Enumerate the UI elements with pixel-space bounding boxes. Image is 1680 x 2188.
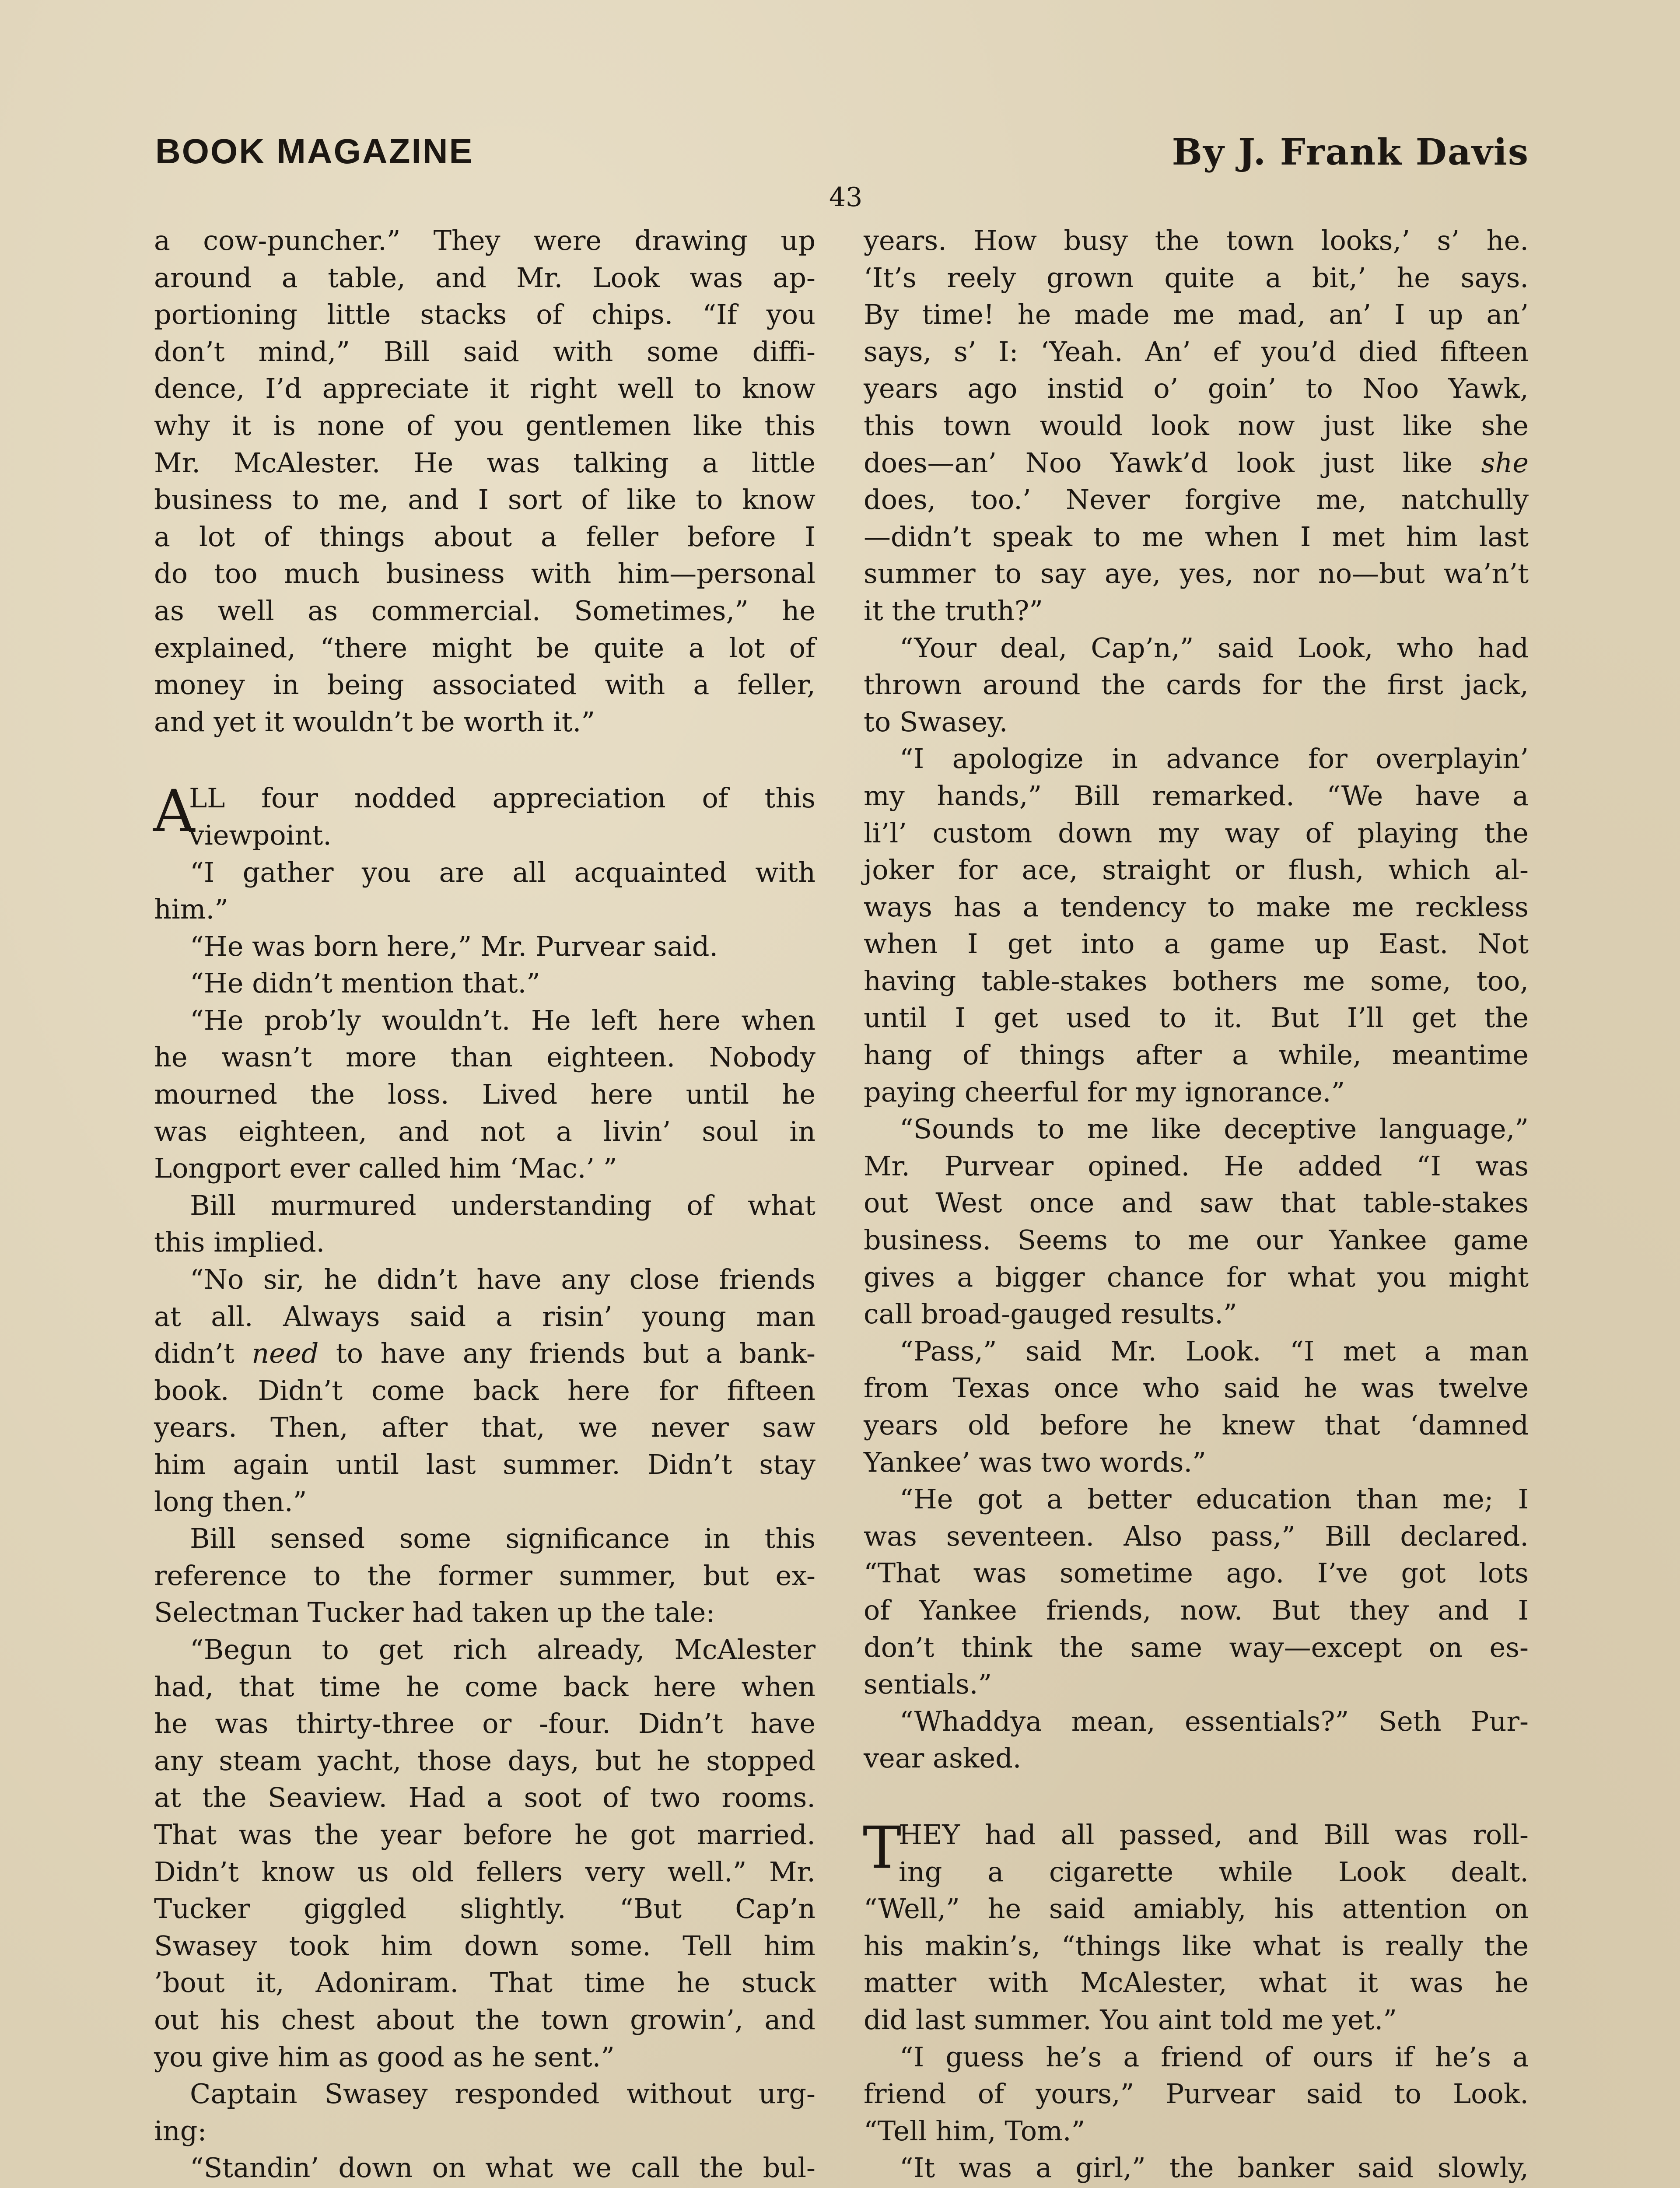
text-line: gives a bigger chance for what you might [864, 1261, 1529, 1293]
text-line: did last summer. You aint told me yet.” [864, 2003, 1397, 2036]
text-line: having table-stakes bothers me some, too, [864, 964, 1529, 997]
magazine-title: BOOK MAGAZINE [155, 132, 474, 171]
text-line: out West once and saw that table-stakes [864, 1187, 1529, 1219]
text-line: ing: [154, 2114, 207, 2147]
text-line: “He prob’ly wouldn’t. He left here when [190, 1004, 816, 1036]
text-line: By time! he made me mad, an’ I up an’ [864, 298, 1529, 331]
text-line: his makin’s, “things like what is really the [864, 1929, 1529, 1962]
text-line: ways has a tendency to make me reckless [864, 891, 1529, 923]
text-line: “Tell him, Tom.” [864, 2114, 1085, 2147]
text-line: ’bout it, Adoniram. That time he stuck [154, 1967, 816, 1999]
text-line: “I apologize in advance for overplayin’ [900, 743, 1529, 775]
text-line: a cow-puncher.” They were drawing up [154, 224, 816, 256]
text-line: Mr. McAlester. He was talking a little [154, 446, 816, 479]
text-line: at the Seaview. Had a soot of two rooms. [154, 1781, 816, 1814]
text-line: “Whaddya mean, essentials?” Seth Pur- [900, 1705, 1529, 1737]
drop-cap: A [153, 778, 195, 845]
text-line: Mr. Purvear opined. He added “I was [864, 1150, 1529, 1182]
text-line: ‘It’s reely grown quite a bit,’ he says. [864, 261, 1529, 294]
text-line: from Texas once who said he was twelve [864, 1372, 1529, 1404]
text-line: do too much business with him—personal [154, 558, 816, 590]
text-line: “Begun to get rich already, McAlester [190, 1633, 816, 1666]
text-line: ing a cigarette while Look dealt. [899, 1855, 1529, 1888]
text-line: don’t think the same way—except on es- [864, 1631, 1529, 1663]
text-line: Bill murmured understanding of what [190, 1189, 816, 1221]
text-line: joker for ace, straight or flush, which al- [864, 854, 1529, 886]
text-line: Swasey took him down some. Tell him [154, 1929, 816, 1962]
text-line: book. Didn’t come back here for fifteen [154, 1374, 816, 1406]
text-line: out his chest about the town growin’, and [154, 2003, 816, 2036]
right-text-column [864, 222, 1529, 2188]
text-line: was seventeen. Also pass,” Bill declared. [864, 1520, 1529, 1552]
text-line: explained, “there might be quite a lot of [154, 631, 816, 664]
text-line: years. How busy the town looks,’ s’ he. [864, 224, 1529, 256]
text-line: “He got a better education than me; I [900, 1483, 1529, 1515]
text-line: Didn’t know us old fellers very well.” Mr. [154, 1855, 816, 1888]
text-line: That was the year before he got married. [154, 1818, 816, 1851]
text-line: this town would look now just like she [864, 409, 1529, 442]
text-line: —didn’t speak to me when I met him last [864, 520, 1529, 553]
text-line: to Swasey. [864, 705, 1008, 738]
drop-cap: T [863, 1814, 902, 1882]
text-line: business to me, and I sort of like to know [154, 484, 816, 516]
text-line: Bill sensed some significance in this [190, 1522, 816, 1555]
text-line: him.” [154, 893, 228, 926]
section-break [154, 740, 816, 780]
text-line: don’t mind,” Bill said with some diffi- [154, 335, 816, 368]
text-line: was eighteen, and not a livin’ soul in [154, 1115, 816, 1147]
text-line: reference to the former summer, but ex- [154, 1559, 816, 1592]
text-line: he wasn’t more than eighteen. Nobody [154, 1041, 816, 1073]
page-number: 43 [829, 182, 863, 213]
text-line: li’l’ custom down my way of playing the [864, 817, 1529, 849]
text-line: “He didn’t mention that.” [190, 967, 540, 999]
text-line: A LL four nodded appreciation of this [153, 778, 816, 845]
text-line: any steam yacht, those days, but he stopped [154, 1744, 816, 1777]
text-line: when I get into a game up East. Not [864, 928, 1529, 960]
text-line: and yet it wouldn’t be worth it.” [154, 705, 595, 738]
text-line: as well as commercial. Sometimes,” he [154, 594, 816, 627]
text-line: hang of things after a while, meantime [864, 1039, 1529, 1071]
text-line: T HEY had all passed, and Bill was roll- [863, 1814, 1529, 1882]
text-line: mourned the loss. Lived here until he [154, 1078, 816, 1111]
text-line: does—an’ Noo Yawk’d look just like she [864, 446, 1529, 479]
text-line: he was thirty-three or -four. Didn’t have [154, 1708, 816, 1740]
text-line: matter with McAlester, what it was he [864, 1967, 1529, 1999]
text-line: “He was born here,” Mr. Purvear said. [190, 930, 718, 962]
text-line: “Sounds to me like deceptive language,” [900, 1113, 1529, 1145]
text-line: didn’t need to have any friends but a bank- [154, 1337, 816, 1370]
text-line: dence, I’d appreciate it right well to know [154, 372, 816, 405]
text-line: “Well,” he said amiably, his attention on [864, 1893, 1529, 1925]
left-text-column [154, 222, 816, 2188]
text-line: at all. Always said a risin’ young man [154, 1300, 816, 1332]
running-header [155, 131, 1529, 184]
text-line: “No sir, he didn’t have any close friends [190, 1263, 816, 1296]
text-line: Tucker giggled slightly. “But Cap’n [154, 1893, 816, 1925]
text-line: Captain Swasey responded without urg- [190, 2078, 816, 2110]
text-line: “I gather you are all acquainted with [190, 856, 816, 888]
text-line: friend of yours,” Purvear said to Look. [864, 2078, 1529, 2110]
text-line: does, too.’ Never forgive me, natchully [864, 484, 1529, 516]
text-line: “I guess he’s a friend of ours if he’s a [900, 2041, 1529, 2073]
text-line: vear asked. [864, 1742, 1022, 1774]
text-line: it the truth?” [864, 594, 1043, 627]
text-line: “Pass,” said Mr. Look. “I met a man [900, 1335, 1529, 1367]
text-line: years old before he knew that ‘damned [864, 1409, 1529, 1441]
text-line: call broad-gauged results.” [864, 1298, 1237, 1330]
text-line: “Standin’ down on what we call the bul- [190, 2152, 816, 2184]
text-line: my hands,” Bill remarked. “We have a [864, 779, 1529, 812]
text-line: long then.” [154, 1485, 307, 1518]
text-line: Selectman Tucker had taken up the tale: [154, 1596, 715, 1629]
text-line: years ago instid o’ goin’ to Noo Yawk, [864, 372, 1529, 405]
text-line: of Yankee friends, now. But they and I [864, 1594, 1529, 1626]
text-line: sentials.” [864, 1668, 992, 1701]
text-line: a lot of things about a feller before I [154, 520, 816, 553]
section-break [864, 1777, 1529, 1816]
text-line: him again until last summer. Didn’t stay [154, 1448, 816, 1480]
text-line: you give him as good as he sent.” [154, 2041, 615, 2073]
text-line: thrown around the cards for the first jack, [864, 669, 1529, 701]
text-line: around a table, and Mr. Look was ap- [154, 261, 816, 294]
text-line: Yankee’ was two words.” [864, 1446, 1206, 1478]
author-byline: By J. Frank Davis [1172, 131, 1529, 173]
text-line: “It was a girl,” the banker said slowly, [900, 2152, 1529, 2184]
text-line: years. Then, after that, we never saw [154, 1411, 816, 1444]
text-line: had, that time he come back here when [154, 1670, 816, 1703]
text-line: money in being associated with a feller, [154, 669, 816, 701]
text-line: viewpoint. [189, 819, 332, 851]
text-line: this implied. [154, 1226, 325, 1259]
text-line: paying cheerful for my ignorance.” [864, 1076, 1345, 1108]
text-line: business. Seems to me our Yankee game [864, 1224, 1529, 1256]
text-line: “That was sometime ago. I’ve got lots [864, 1557, 1529, 1589]
text-line: Longport ever called him ‘Mac.’ ” [154, 1152, 617, 1185]
text-line: until I get used to it. But I’ll get the [864, 1002, 1529, 1034]
text-line: says, s’ I: ‘Yeah. An’ ef you’d died fifteen [864, 335, 1529, 368]
text-line: “Your deal, Cap’n,” said Look, who had [900, 631, 1529, 664]
text-line: summer to say aye, yes, nor no—but wa’n’t [864, 558, 1529, 590]
text-line: why it is none of you gentlemen like this [154, 409, 816, 442]
text-line: portioning little stacks of chips. “If you [154, 298, 816, 331]
